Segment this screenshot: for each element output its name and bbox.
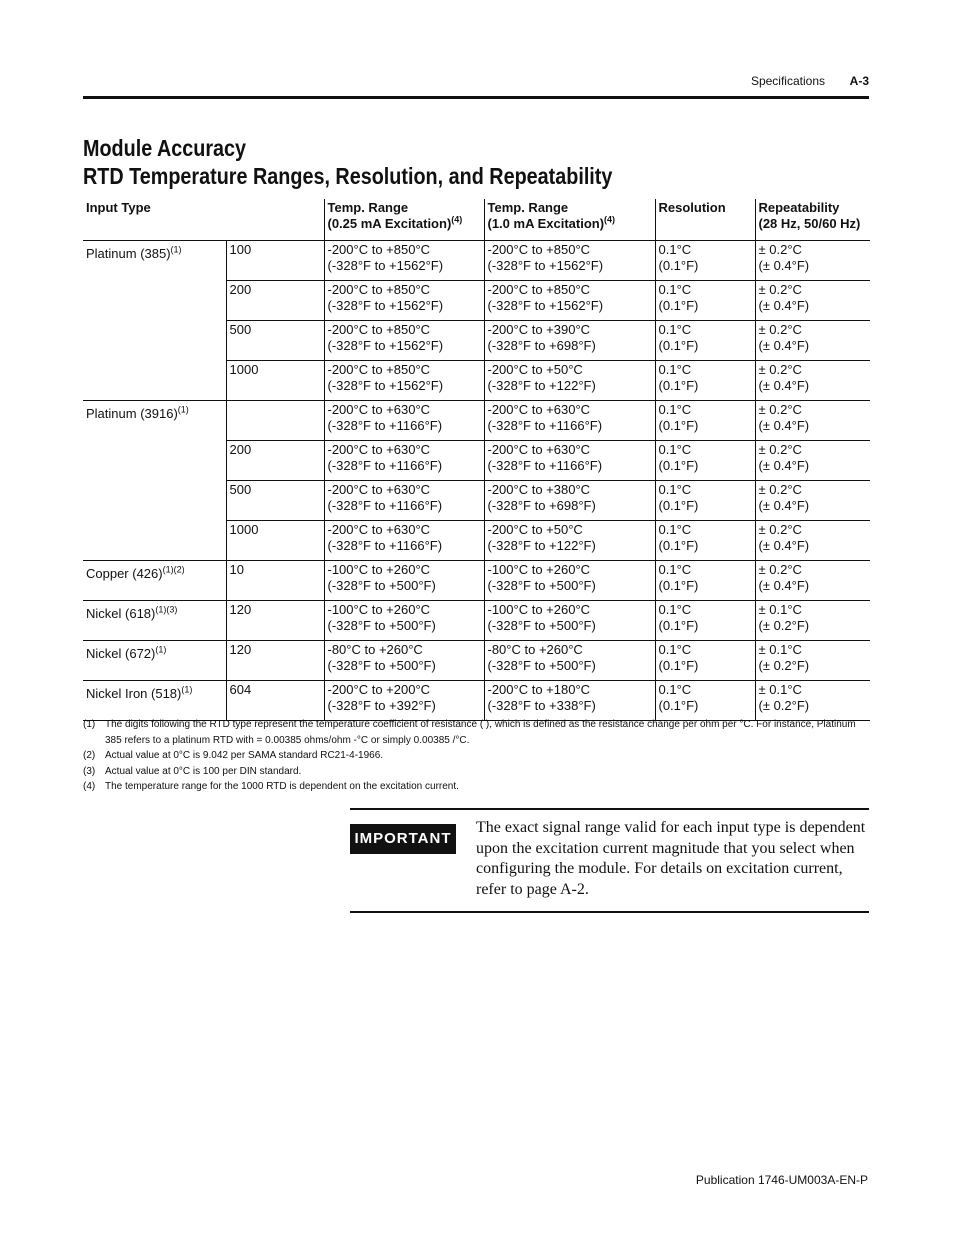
header-resolution: Resolution [655, 199, 755, 241]
resistance-value-cell: 100 [226, 241, 324, 281]
footnote-ref: (1) [177, 404, 189, 415]
input-type-label: Nickel (618) [86, 606, 156, 621]
range-10-cell: -200°C to +390°C (-328°F to +698°F) [484, 321, 655, 361]
publication-footer: Publication 1746-UM003A-EN-P [695, 1173, 868, 1187]
resolution-cell: 0.1°C (0.1°F) [655, 601, 755, 641]
range-10-cell: -200°C to +50°C (-328°F to +122°F) [484, 521, 655, 561]
footnote-ref: (1) [155, 644, 167, 655]
range-025-cell: -200°C to +850°C (-328°F to +1562°F) [324, 281, 484, 321]
repeatability-cell: ± 0.2°C (± 0.4°F) [755, 481, 870, 521]
repeatability-cell: ± 0.2°C (± 0.4°F) [755, 521, 870, 561]
table-body [83, 241, 870, 721]
repeatability-cell: ± 0.2°C (± 0.4°F) [755, 241, 870, 281]
range-025-cell: -200°C to +850°C (-328°F to +1562°F) [324, 361, 484, 401]
resistance-value-cell: 500 [226, 321, 324, 361]
table-row [83, 281, 870, 321]
resolution-cell: 0.1°C (0.1°F) [655, 641, 755, 681]
table-row [83, 601, 870, 641]
input-type-cell [83, 441, 226, 481]
input-type-cell [83, 561, 226, 601]
input-type-cell [83, 401, 226, 441]
range-025-cell: -200°C to +200°C (-328°F to +392°F) [324, 681, 484, 721]
resolution-cell: 0.1°C (0.1°F) [655, 361, 755, 401]
range-025-cell: -200°C to +850°C (-328°F to +1562°F) [324, 241, 484, 281]
repeatability-cell: ± 0.1°C (± 0.2°F) [755, 641, 870, 681]
range-025-cell: -200°C to +850°C (-328°F to +1562°F) [324, 321, 484, 361]
resolution-cell: 0.1°C (0.1°F) [655, 241, 755, 281]
header-rule [83, 96, 869, 99]
range-10-cell: -80°C to +260°C (-328°F to +500°F) [484, 641, 655, 681]
range-10-cell: -200°C to +850°C (-328°F to +1562°F) [484, 241, 655, 281]
resistance-value-cell: 1000 [226, 361, 324, 401]
table-row [83, 361, 870, 401]
page-number: A-3 [849, 74, 869, 88]
repeatability-cell: ± 0.2°C (± 0.4°F) [755, 321, 870, 361]
table-row [83, 401, 870, 441]
resolution-cell: 0.1°C (0.1°F) [655, 481, 755, 521]
footnote-ref: (1)(2) [162, 564, 185, 575]
resolution-cell: 0.1°C (0.1°F) [655, 561, 755, 601]
header-range-10: Temp. Range (1.0 mA Excitation)$^{(4)}$ [484, 199, 655, 241]
resolution-cell: 0.1°C (0.1°F) [655, 401, 755, 441]
repeatability-cell: ± 0.2°C (± 0.4°F) [755, 441, 870, 481]
resistance-value-cell: 200 [226, 281, 324, 321]
title-line-2: RTD Temperature Ranges, Resolution, and Repeatability [83, 163, 613, 189]
resolution-cell: 0.1°C (0.1°F) [655, 281, 755, 321]
input-type-cell [83, 681, 226, 721]
input-type-cell [83, 521, 226, 561]
range-10-cell: -100°C to +260°C (-328°F to +500°F) [484, 561, 655, 601]
resistance-value-cell: 604 [226, 681, 324, 721]
resolution-cell: 0.1°C (0.1°F) [655, 521, 755, 561]
input-type-cell [83, 601, 226, 641]
range-025-cell: -200°C to +630°C (-328°F to +1166°F) [324, 401, 484, 441]
footnote: (3) Actual value at 0°C is 100 per DIN standard. [83, 765, 302, 777]
range-10-cell: -200°C to +630°C (-328°F to +1166°F) [484, 401, 655, 441]
important-bottom-rule [350, 911, 869, 913]
input-type-label: Platinum (385) [86, 246, 171, 261]
resolution-cell: 0.1°C (0.1°F) [655, 321, 755, 361]
page-title [83, 134, 612, 190]
footnote: (4) The temperature range for the 1000 RTD is dependent on the excitation current. [83, 781, 459, 792]
footnote: (1) The digits following the RTD type represent the temperature coefficient of resistance ( ), which is defined as the resistance change per ohm per °C. For instance, Platinum 385 refers to a platinum RTD with = 0.00385 ohms/ohm -°C or simply 0.00385 /°C. [83, 719, 856, 746]
input-type-cell [83, 241, 226, 281]
table-row [83, 641, 870, 681]
input-type-cell [83, 361, 226, 401]
table-row [83, 321, 870, 361]
repeatability-cell: ± 0.1°C (± 0.2°F) [755, 681, 870, 721]
page-header [83, 74, 869, 96]
repeatability-cell: ± 0.2°C (± 0.4°F) [755, 281, 870, 321]
input-type-label: Nickel (672) [86, 646, 156, 661]
range-025-cell: -200°C to +630°C (-328°F to +1166°F) [324, 441, 484, 481]
range-10-cell: -200°C to +50°C (-328°F to +122°F) [484, 361, 655, 401]
input-type-cell [83, 641, 226, 681]
header-range-025: Temp. Range (0.25 mA Excitation)$^{(4)}$ [324, 199, 484, 241]
header-input-type: Input Type [83, 199, 324, 241]
footnote-ref: (1) [181, 684, 193, 695]
rtd-spec-table [83, 199, 870, 721]
input-type-label: Copper (426) [86, 566, 163, 581]
input-type-cell [83, 481, 226, 521]
range-025-cell: -200°C to +630°C (-328°F to +1166°F) [324, 481, 484, 521]
repeatability-cell: ± 0.1°C (± 0.2°F) [755, 601, 870, 641]
resolution-cell: 0.1°C (0.1°F) [655, 441, 755, 481]
footnotes [83, 717, 873, 795]
resistance-value-cell: 200 [226, 441, 324, 481]
table-row [83, 441, 870, 481]
table-row [83, 561, 870, 601]
range-10-cell: -200°C to +850°C (-328°F to +1562°F) [484, 281, 655, 321]
range-10-cell: -200°C to +630°C (-328°F to +1166°F) [484, 441, 655, 481]
input-type-label: Platinum (3916) [86, 406, 178, 421]
resistance-value-cell: 1000 [226, 521, 324, 561]
resistance-value-cell: 120 [226, 641, 324, 681]
important-label: IMPORTANT [350, 824, 456, 854]
resistance-value-cell: 500 [226, 481, 324, 521]
range-10-cell: -200°C to +180°C (-328°F to +338°F) [484, 681, 655, 721]
repeatability-cell: ± 0.2°C (± 0.4°F) [755, 561, 870, 601]
table-header-row [83, 199, 870, 241]
table-row [83, 481, 870, 521]
footnote-ref: (1) [170, 244, 182, 255]
input-type-label: Nickel Iron (518) [86, 686, 182, 701]
input-type-cell [83, 281, 226, 321]
range-10-cell: -100°C to +260°C (-328°F to +500°F) [484, 601, 655, 641]
footnote: (2) Actual value at 0°C is 9.042 per SAMA standard RC21-4-1966. [83, 750, 384, 761]
resolution-cell: 0.1°C (0.1°F) [655, 681, 755, 721]
repeatability-cell: ± 0.2°C (± 0.4°F) [755, 401, 870, 441]
range-025-cell: -200°C to +630°C (-328°F to +1166°F) [324, 521, 484, 561]
range-025-cell: -80°C to +260°C (-328°F to +500°F) [324, 641, 484, 681]
resistance-value-cell: 10 [226, 561, 324, 601]
table-row [83, 241, 870, 281]
range-025-cell: -100°C to +260°C (-328°F to +500°F) [324, 561, 484, 601]
resistance-value-cell [226, 401, 324, 441]
repeatability-cell: ± 0.2°C (± 0.4°F) [755, 361, 870, 401]
important-text: The exact signal range valid for each input type is dependent upon the excitation current magnitude that you select when configuring the module. For details on excitation current, refer to page A-2. [476, 819, 866, 898]
important-top-rule [350, 808, 869, 810]
range-025-cell: -100°C to +260°C (-328°F to +500°F) [324, 601, 484, 641]
input-type-cell [83, 321, 226, 361]
table-row [83, 681, 870, 721]
resistance-value-cell: 120 [226, 601, 324, 641]
table-row [83, 521, 870, 561]
header-repeatability: Repeatability (28 Hz, 50/60 Hz) [755, 199, 870, 241]
title-line-1: Module Accuracy [83, 135, 247, 161]
range-10-cell: -200°C to +380°C (-328°F to +698°F) [484, 481, 655, 521]
section-name: Specifications [750, 74, 825, 88]
footnote-ref: (1)(3) [155, 604, 178, 615]
